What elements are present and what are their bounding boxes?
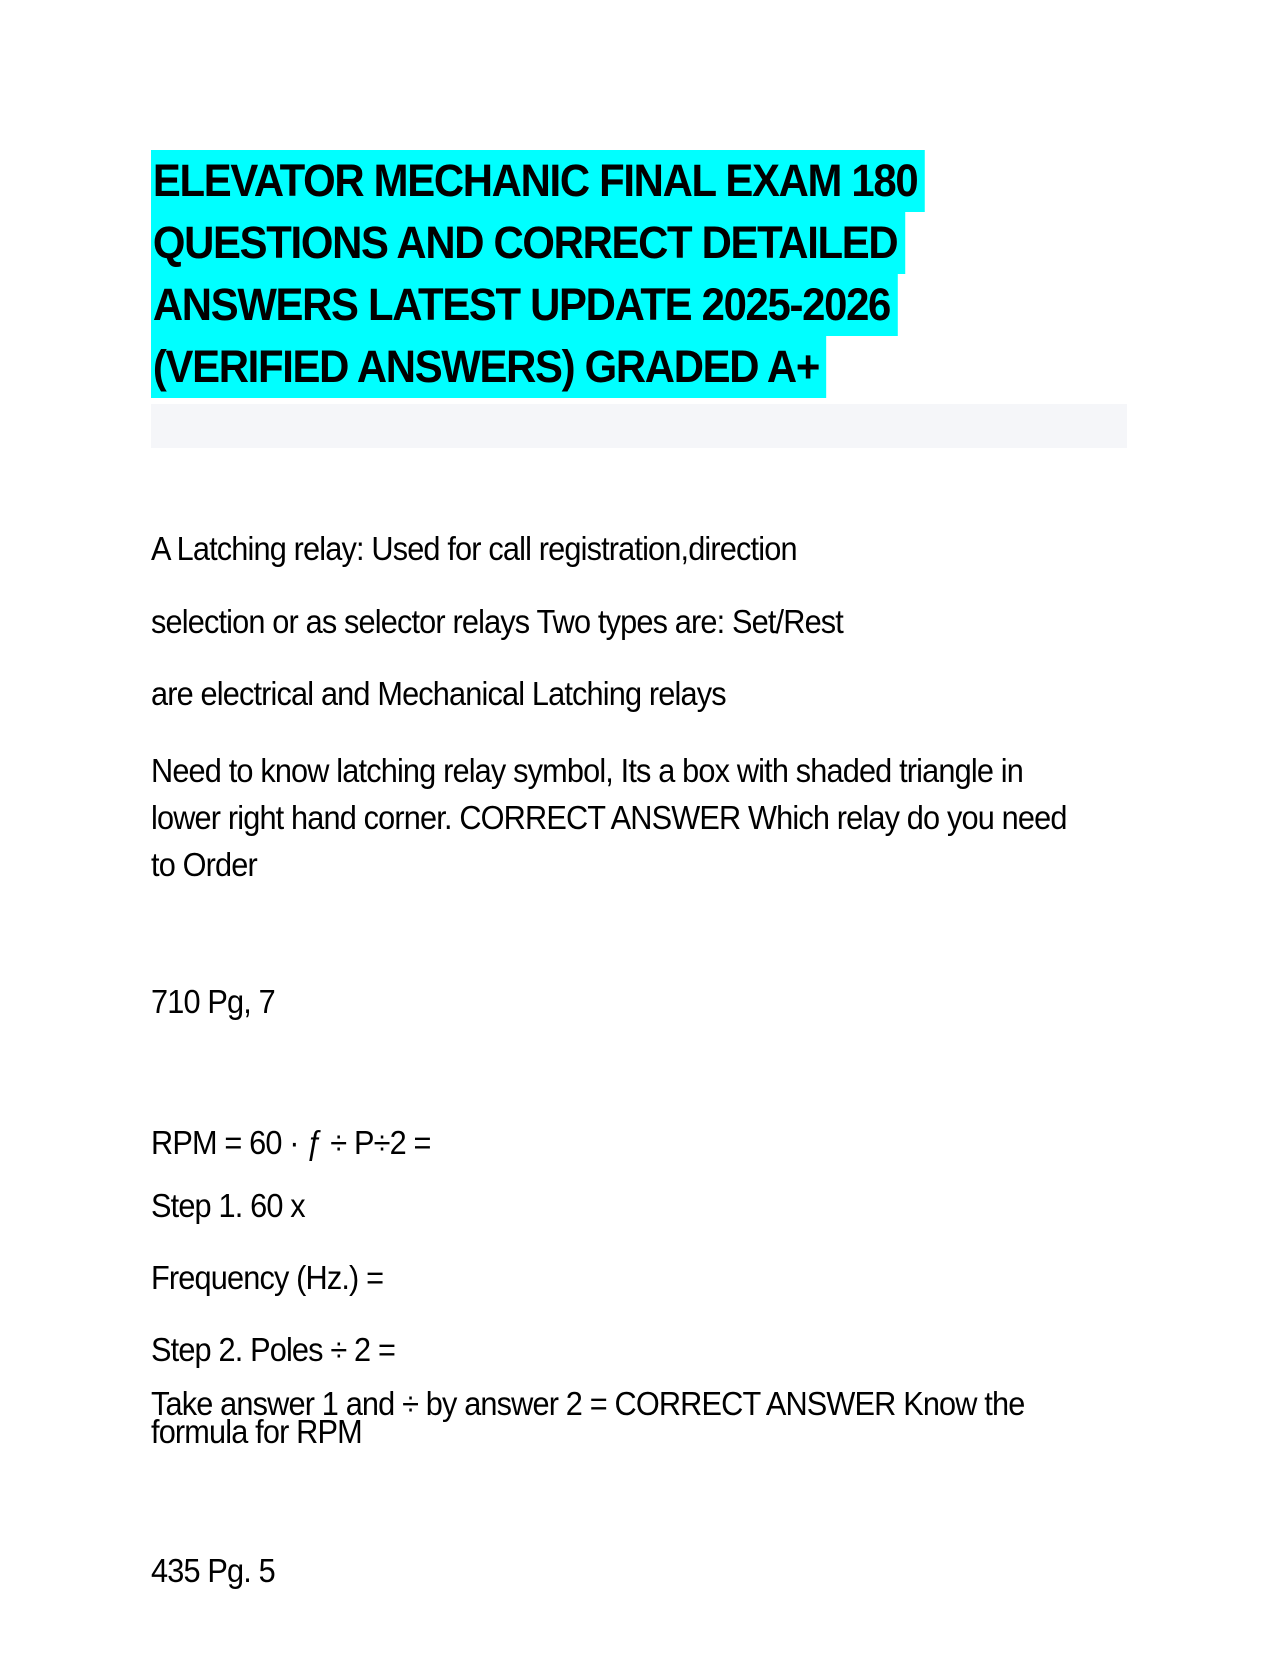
- question-2-answer: [151, 1385, 1025, 1450]
- title-line: QUESTIONS AND CORRECT DETAILED: [151, 212, 925, 274]
- title-line: ANSWERS LATEST UPDATE 2025-2026: [151, 274, 925, 336]
- title-line: (VERIFIED ANSWERS) GRADED A+: [151, 336, 925, 398]
- answer-line: Need to know latching relay symbol, Its a box with shaded triangle in: [151, 752, 1023, 789]
- section-divider-bar: [151, 404, 1127, 448]
- question-2-step-1: Step 1. 60 x: [151, 1187, 305, 1224]
- question-1-line-1: A Latching relay: Used for call registration,direction: [151, 530, 797, 567]
- question-1-answer: [151, 747, 1067, 888]
- question-2-step-2: Step 2. Poles ÷ 2 =: [151, 1331, 396, 1368]
- answer-line: lower right hand corner. CORRECT ANSWER Which relay do you need: [151, 799, 1067, 836]
- document-title: [151, 150, 925, 398]
- question-1-line-3: are electrical and Mechanical Latching relays: [151, 675, 726, 712]
- answer-line: to Order: [151, 846, 257, 883]
- question-2-formula: RPM = 60 · ƒ ÷ P÷2 =: [151, 1124, 431, 1161]
- title-line: ELEVATOR MECHANIC FINAL EXAM 180: [151, 150, 925, 212]
- reference-1: 710 Pg, 7: [151, 983, 275, 1020]
- answer-line: formula for RPM: [151, 1413, 362, 1450]
- answer-line: Take answer 1 and ÷ by answer 2 = CORRECT ANSWER Know the: [151, 1385, 1025, 1422]
- question-1-line-2: selection or as selector relays Two types are: Set/Rest: [151, 603, 844, 640]
- reference-2: 435 Pg. 5: [151, 1552, 275, 1589]
- question-2-frequency: Frequency (Hz.) =: [151, 1259, 384, 1296]
